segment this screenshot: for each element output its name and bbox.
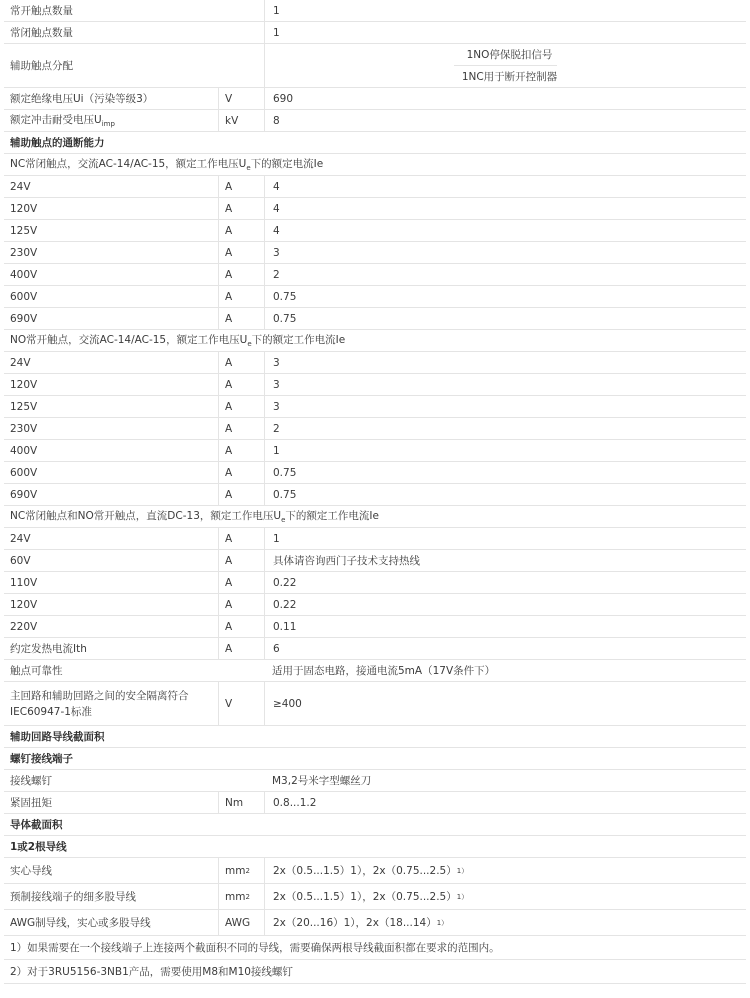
subsection-header <box>4 330 746 352</box>
row-value: 8 <box>264 110 746 131</box>
row-unit: A <box>218 572 264 593</box>
row-unit: A <box>218 528 264 549</box>
row-value: 3 <box>264 374 746 395</box>
table-row <box>4 594 746 616</box>
row-value: 0.22 <box>264 572 746 593</box>
row-unit: A <box>218 176 264 197</box>
row-label: 120V <box>10 202 38 215</box>
subsection-header <box>4 506 746 528</box>
row-value: ≥400 <box>264 682 746 725</box>
spec-table <box>4 0 746 984</box>
row-label: 24V <box>10 356 31 369</box>
subsection-header <box>4 154 746 176</box>
row-unit: A <box>218 308 264 329</box>
table-row <box>4 440 746 462</box>
row-unit: Nm <box>218 792 264 813</box>
row-label: 额定绝缘电压Ui（污染等级3） <box>10 93 154 105</box>
row-value: 具体请咨询西门子技术支持热线 <box>264 550 746 571</box>
row-label: 600V <box>10 290 38 303</box>
row-label: 常开触点数量 <box>10 5 73 17</box>
table-row <box>4 22 746 44</box>
row-value: 0.8...1.2 <box>264 792 746 813</box>
row-value: 1 <box>264 440 746 461</box>
row-unit <box>218 770 264 791</box>
row-unit: A <box>218 220 264 241</box>
row-value: 0.75 <box>264 286 746 307</box>
table-row <box>4 88 746 110</box>
section-header <box>4 814 746 836</box>
table-row <box>4 242 746 264</box>
table-row <box>4 0 746 22</box>
row-label: 400V <box>10 444 38 457</box>
row-label: 预制接线端子的细多股导线 <box>10 891 136 903</box>
row-unit: mm 2 <box>218 858 264 883</box>
table-row <box>4 770 746 792</box>
row-label: AWG制导线，实心或多股导线 <box>10 917 151 929</box>
row-unit: A <box>218 616 264 637</box>
row-label: 24V <box>10 180 31 193</box>
row-label: 主回路和辅助回路之间的安全隔离符合IEC60947-1标准 <box>10 689 189 718</box>
table-row <box>4 264 746 286</box>
row-unit: A <box>218 352 264 373</box>
row-value: 4 <box>264 220 746 241</box>
row-label: 120V <box>10 598 38 611</box>
row-value: 1 <box>264 22 746 43</box>
row-label: 690V <box>10 312 38 325</box>
table-row <box>4 858 746 884</box>
row-label: 接线螺钉 <box>10 775 52 787</box>
table-row <box>4 198 746 220</box>
table-row <box>4 572 746 594</box>
row-value: 0.75 <box>264 308 746 329</box>
row-unit: A <box>218 550 264 571</box>
row-value: 2 <box>264 264 746 285</box>
row-value: M3,2号米字型螺丝刀 <box>272 775 372 787</box>
row-value: 0.75 <box>264 462 746 483</box>
row-label: 辅助触点分配 <box>10 60 73 72</box>
table-row <box>4 484 746 506</box>
row-label: 230V <box>10 422 38 435</box>
row-unit <box>218 22 264 43</box>
table-row <box>4 462 746 484</box>
row-unit: A <box>218 242 264 263</box>
section-title: 辅助回路导线截面积 <box>10 731 105 743</box>
row-unit: V <box>218 682 264 725</box>
row-label: 600V <box>10 466 38 479</box>
row-unit: A <box>218 396 264 417</box>
row-value-group <box>264 44 746 87</box>
table-row <box>4 176 746 198</box>
table-row <box>4 44 746 88</box>
row-label: 230V <box>10 246 38 259</box>
table-row <box>4 616 746 638</box>
row-value: 2 <box>264 418 746 439</box>
row-value: 690 <box>264 88 746 109</box>
footnote: 2）对于3RU5156-3NB1产品，需要使用M8和M10接线螺钉 <box>10 966 293 978</box>
section-title: 辅助触点的通断能力 <box>10 137 105 149</box>
row-unit: A <box>218 264 264 285</box>
row-value: 0.75 <box>264 484 746 505</box>
row-unit: A <box>218 462 264 483</box>
row-unit: V <box>218 88 264 109</box>
row-value: 4 <box>264 198 746 219</box>
row-unit <box>218 660 264 681</box>
row-label: 125V <box>10 400 38 413</box>
row-value: 3 <box>264 396 746 417</box>
row-unit: AWG <box>218 910 264 935</box>
row-label: 110V <box>10 576 38 589</box>
row-unit <box>218 0 264 21</box>
row-label: 紧固扭矩 <box>10 797 52 809</box>
table-row <box>4 418 746 440</box>
section-title: 导体截面积 <box>10 819 63 831</box>
table-row <box>4 910 746 936</box>
row-value: 1 <box>264 0 746 21</box>
table-row <box>4 682 746 726</box>
table-row <box>4 638 746 660</box>
row-value: 0.22 <box>264 594 746 615</box>
row-unit: A <box>218 484 264 505</box>
row-unit: A <box>218 374 264 395</box>
row-label: 实心导线 <box>10 865 52 877</box>
row-value: 3 <box>264 242 746 263</box>
row-value: 0.11 <box>264 616 746 637</box>
section-header <box>4 748 746 770</box>
row-unit: A <box>218 198 264 219</box>
table-row <box>4 884 746 910</box>
footnote: 1）如果需要在一个接线端子上连接两个截面积不同的导线，需要确保两根导线截面积都在要求的范围内。 <box>10 942 500 954</box>
row-unit: mm 2 <box>218 884 264 909</box>
table-row <box>4 110 746 132</box>
footnote-row <box>4 960 746 984</box>
table-row <box>4 352 746 374</box>
row-label: 约定发热电流Ith <box>10 643 87 655</box>
row-unit: kV <box>218 110 264 131</box>
row-label: 125V <box>10 224 38 237</box>
row-unit <box>218 44 264 87</box>
row-label: 常闭触点数量 <box>10 27 73 39</box>
subsection-title: NC常闭触点，交流AC-14/AC-15，额定工作电压$U_e$下的额定电流Ie <box>10 158 324 173</box>
row-value: 3 <box>264 352 746 373</box>
row-value: 适用于固态电路，接通电流5mA（17V条件下） <box>272 665 496 677</box>
table-row <box>4 792 746 814</box>
section-header <box>4 132 746 154</box>
row-label: 120V <box>10 378 38 391</box>
row-unit: A <box>218 286 264 307</box>
table-row <box>4 550 746 572</box>
table-row <box>4 286 746 308</box>
section-title: 螺钉接线端子 <box>10 753 73 765</box>
row-label: 690V <box>10 488 38 501</box>
row-value: 1NO停保脱扣信号 <box>466 49 553 61</box>
row-value: 6 <box>264 638 746 659</box>
row-label: 60V <box>10 554 31 567</box>
section-header <box>4 836 746 858</box>
row-unit: A <box>218 418 264 439</box>
row-label: 220V <box>10 620 38 633</box>
table-row <box>4 396 746 418</box>
row-label: 额定冲击耐受电压$U_{imp}$ <box>10 114 115 129</box>
row-value: 2x（0.5...1.5）1），2x（0.75...2.5） 1） <box>264 884 746 909</box>
table-row <box>4 308 746 330</box>
table-row <box>4 220 746 242</box>
row-value: 1 <box>264 528 746 549</box>
row-label: 400V <box>10 268 38 281</box>
table-row <box>4 374 746 396</box>
row-value: 1NC用于断开控制器 <box>454 65 557 87</box>
row-value: 4 <box>264 176 746 197</box>
table-row <box>4 528 746 550</box>
row-unit: A <box>218 440 264 461</box>
row-label: 24V <box>10 532 31 545</box>
subsection-title: NO常开触点，交流AC-14/AC-15，额定工作电压$U_e$下的额定工作电流Ie <box>10 334 346 349</box>
subsection-title: NC常闭触点和NO常开触点，直流DC-13，额定工作电压$U_e$下的额定工作电流Ie <box>10 510 379 525</box>
row-unit: A <box>218 638 264 659</box>
section-header <box>4 726 746 748</box>
table-row <box>4 660 746 682</box>
footnote-row <box>4 936 746 960</box>
section-title: 1或2根导线 <box>10 841 67 853</box>
row-value: 2x（20...16）1），2x（18...14） 1） <box>264 910 746 935</box>
row-label: 触点可靠性 <box>10 665 63 677</box>
row-value: 2x（0.5...1.5）1），2x（0.75...2.5） 1） <box>264 858 746 883</box>
row-unit: A <box>218 594 264 615</box>
